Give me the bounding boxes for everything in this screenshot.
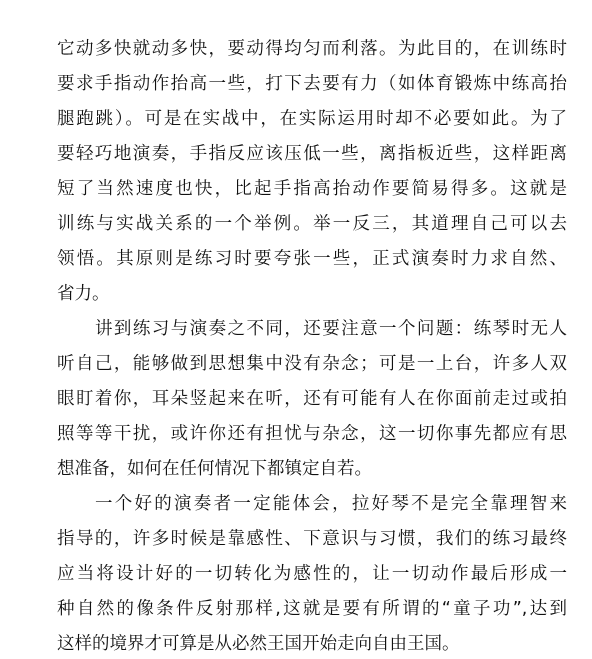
text-line: 省力。: [57, 284, 110, 304]
text-line: 讲到练习与演奏之不同，还要注意一个问题：练琴时无人: [95, 319, 567, 339]
text-line: 应当将设计好的一切转化为感性的，让一切动作最后形成一: [57, 564, 567, 584]
text-line: 领悟。其原则是练习时要夸张一些，正式演奏时力求自然、: [57, 249, 567, 269]
text-line: 想准备，如何在任何情况下都镇定自若。: [57, 459, 372, 479]
text-line: 训练与实战关系的一个举例。举一反三，其道理自己可以去: [57, 214, 567, 234]
text-line: 要求手指动作抬高一些，打下去要有力（如体育锻炼中练高抬: [57, 74, 567, 94]
text-line: 这样的境界才可算是从必然王国开始走向自由王国。: [57, 634, 460, 654]
text-line: 照等等干扰，或许你还有担忧与杂念，这一切你事先都应有思: [57, 424, 567, 444]
text-line: 眼盯着你，耳朵竖起来在听，还有可能有人在你面前走过或拍: [57, 389, 567, 409]
text-line: 要轻巧地演奏，手指反应该压低一些，离指板近些，这样距离: [57, 144, 567, 164]
text-line: 种自然的像条件反射那样,这就是要有所谓的“童子功”,达到: [57, 599, 567, 619]
text-line: 听自己，能够做到思想集中没有杂念；可是一上台，许多人双: [57, 354, 567, 374]
text-line: 它动多快就动多快，要动得均匀而利落。为此目的，在训练时: [57, 39, 567, 59]
text-line: 指导的，许多时候是靠感性、下意识与习惯，我们的练习最终: [57, 529, 567, 549]
text-line: 短了当然速度也快，比起手指高抬动作要简易得多。这就是: [57, 179, 567, 199]
text-line: 腿跑跳）。可是在实战中，在实际运用时却不必要如此。为了: [57, 109, 567, 129]
text-line: 一个好的演奏者一定能体会，拉好琴不是完全靠理智来: [95, 494, 567, 514]
